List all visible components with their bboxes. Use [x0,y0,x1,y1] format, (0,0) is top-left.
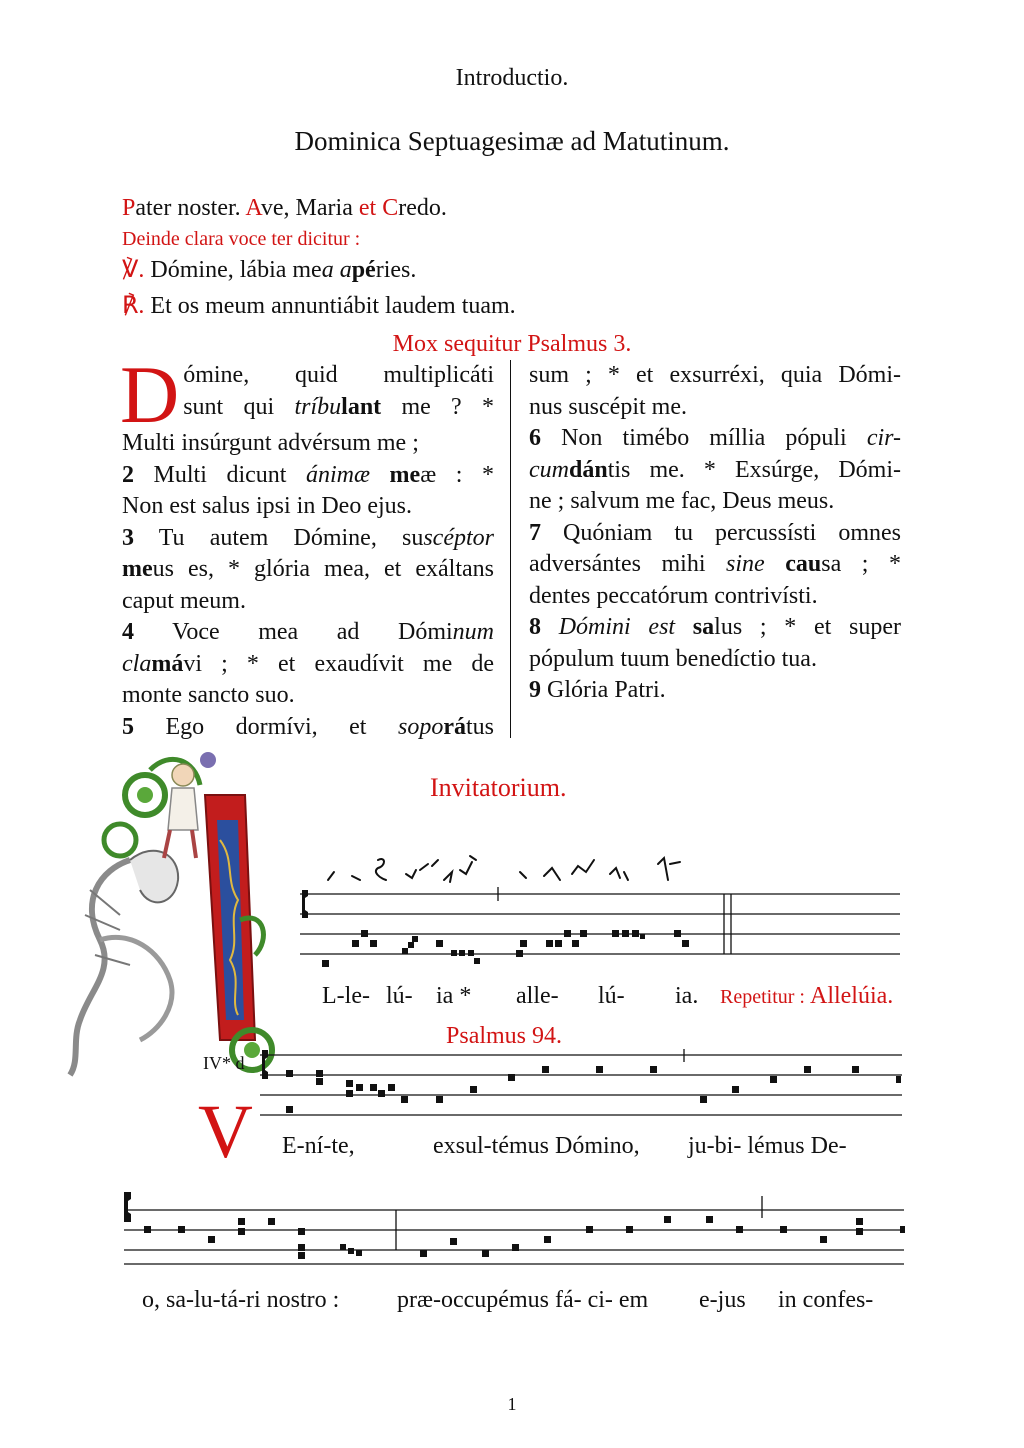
illuminated-initial-A [60,740,280,1080]
drop-cap-D: D [120,349,180,440]
psalm3-right-column: sum ; * et exsurréxi, quia Dómi- nus suscépit me. 6 Non timébo míllia pópuli cir- cumdántis me. * Exsúrge, Dómi- ne ; salvum me fac, Deus meus. 7 Quóniam tu percussísti omnes adversántes mihi sine causa ; * dentes peccatórum contrivísti. 8 Dómini est salus ; * et super pópulum tuum benedíctio tua. 9 Glória Patri. [529,362,902,703]
invitatorium-heading: Invitatorium. [430,773,567,802]
mode-label: IV* d [203,1053,245,1073]
psalm94-heading: Psalmus 94. [446,1023,563,1049]
psalm94-line2-word: o, sa-lu-tá-ri nostro : [142,1287,340,1313]
invit-syllable: L-le- [322,983,370,1009]
drop-cap-V: V [198,1090,253,1174]
psalm94-line1-word: ju-bi- lémus De- [688,1133,847,1159]
document-subtitle: Dominica Septuagesimæ ad Matutinum. [294,126,730,156]
page-number: 1 [507,1394,517,1414]
psalm3-left-column: D ómine, quid multiplicáti sunt qui tríbulant me ? * Multi insúrgunt advérsum me ; 2 Multi dicunt ánimæ meæ : * Non est salus ipsi in Deo ejus. 3 Tu autem Dómine, suscéptor meus es, * glória mea, et exáltans caput meum. 4 Voce mea ad Dóminum clamávi ; * et exaudívit me de monte sancto suo. 5 Ego dormívi, et soporátus [120,349,494,740]
invit-syllable: ia. [675,983,699,1009]
column-divider [510,360,511,738]
psalm94-line1-word: E-ní-te, [282,1133,355,1159]
psalm94-line1-word: exsul-témus Dómino, [433,1133,640,1159]
invitatorium-staff [296,884,906,974]
opening-prayers: Pater noster. Ave, Maria et Credo. [122,195,447,221]
psalm94-line2-word: præ-occupémus fá- ci- em [397,1287,649,1313]
invit-syllable: lú- [598,983,625,1009]
rubric-deinde: Deinde clara voce ter dicitur : [122,228,361,250]
psalm3-heading: Mox sequitur Psalmus 3. [392,331,632,357]
psalm94-line2-word: e-jus [699,1287,746,1313]
response-mark: ℟. [122,293,145,319]
psalm94-line2-word: in confes- [778,1287,874,1313]
invit-syllable: ia * [436,983,472,1009]
response: ℟. Et os meum annuntiábit laudem tuam. [122,293,516,319]
repetitur-rubric: Repetitur : Allelúia. [720,983,894,1009]
versicle-mark: ℣. [122,257,145,283]
invit-syllable: alle- [516,983,559,1009]
psalm94-staff-2 [120,1188,908,1268]
document-title: Introductio. [455,65,569,91]
psalm94-staff-1 [256,1040,906,1130]
versicle: ℣. Dómine, lábia mea apéries. [122,257,417,283]
invit-syllable: lú- [386,983,413,1009]
